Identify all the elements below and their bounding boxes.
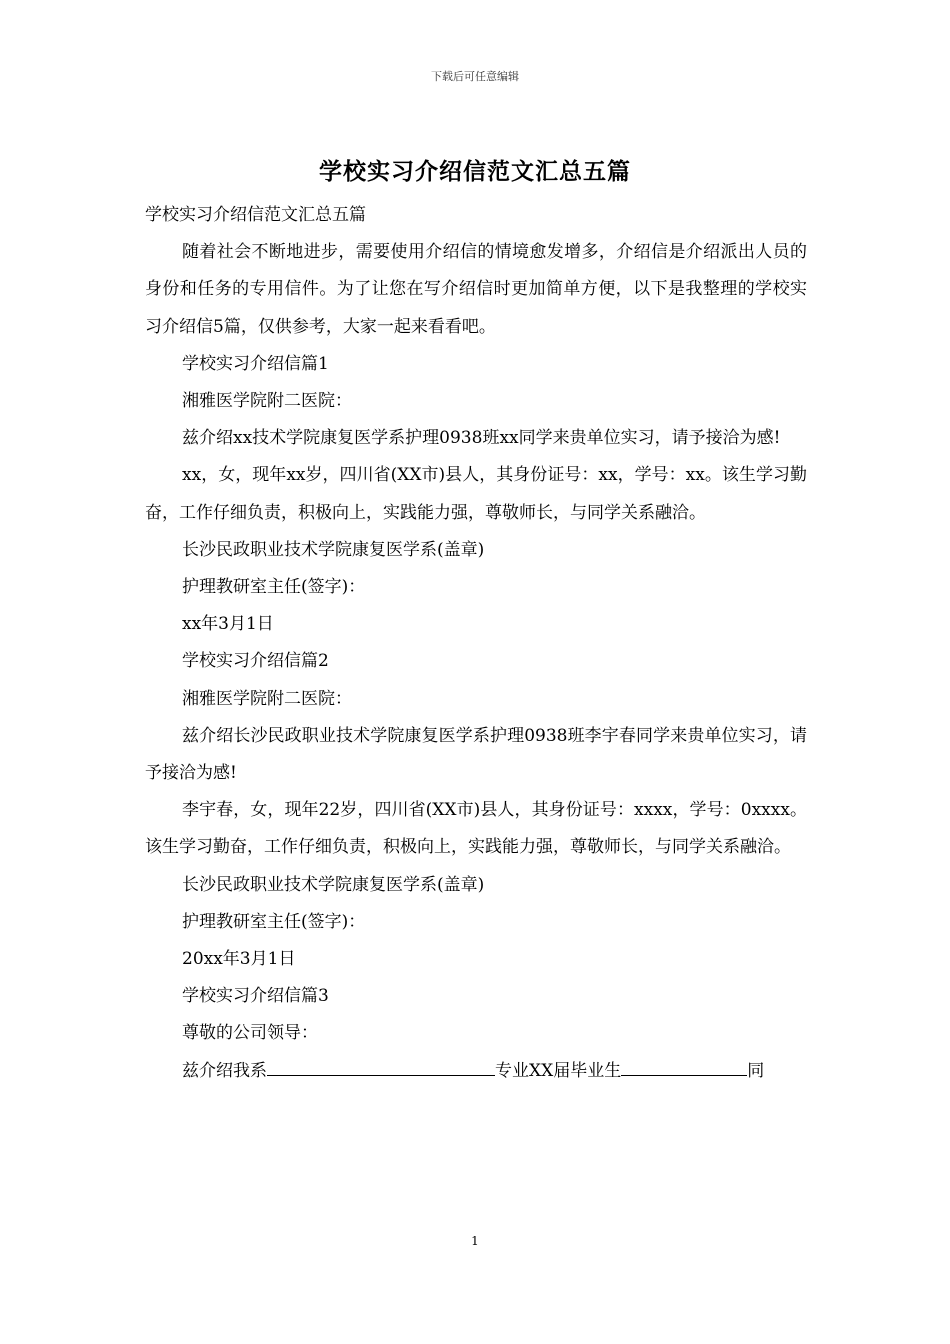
letter1-body-intro: 兹介绍xx技术学院康复医学系护理0938班xx同学来贵单位实习，请予接洽为感! (182, 428, 781, 449)
letter1-signer: 护理教研室主任(签字)： (182, 577, 366, 598)
page-number: 1 (471, 1234, 479, 1248)
intro-paragraph: 随着社会不断地进步，需要使用介绍信的情境愈发增多，介绍信是介绍派出人员的身份和任务的专用信件。为了让您在写介绍信时更加简单方便，以下是我整理的学校实习介绍信5篇，仅供参考，大家一起来看看吧。 (145, 242, 807, 337)
letter2-body-intro: 兹介绍长沙民政职业技术学院康复医学系护理0938班李宇春同学来贵单位实习，请予接洽为感! (145, 725, 807, 784)
letter2-heading: 学校实习介绍信篇2 (182, 651, 329, 672)
letter1-date: xx年3月1日 (182, 614, 274, 635)
letter3-body-intro (145, 1053, 807, 1090)
letter2-date: 20xx年3月1日 (182, 949, 296, 970)
letter3-body-prefix: 兹介绍我系 (182, 1060, 267, 1081)
document-subtitle: 学校实习介绍信范文汇总五篇 (145, 205, 366, 225)
letter2-body-details: 李宇春，女，现年22岁，四川省(XX市)县人，其身份证号：xxxx，学号：0xxxx。该生学习勤奋，工作仔细负责，积极向上，实践能力强，尊敬师长，与同学关系融洽。 (145, 800, 807, 858)
letter2-signer: 护理教研室主任(签字)： (182, 911, 366, 932)
letter1-heading: 学校实习介绍信篇1 (182, 353, 329, 374)
letter3-body-suffix: 同 (747, 1060, 765, 1081)
major-blank-field[interactable] (267, 1053, 495, 1076)
document-body (145, 197, 807, 1090)
page-header-note: 下载后可任意编辑 (431, 70, 519, 83)
letter2-issuer: 长沙民政职业技术学院康复医学系(盖章) (182, 874, 485, 895)
student-name-blank-field[interactable] (621, 1053, 747, 1076)
letter1-recipient: 湘雅医学院附二医院： (182, 391, 352, 412)
letter3-heading: 学校实习介绍信篇3 (182, 986, 329, 1007)
letter2-recipient: 湘雅医学院附二医院： (182, 688, 352, 709)
letter3-recipient: 尊敬的公司领导： (182, 1023, 318, 1044)
document-title: 学校实习介绍信范文汇总五篇 (319, 158, 631, 185)
letter3-body-middle: 专业XX届毕业生 (495, 1060, 622, 1081)
letter1-issuer: 长沙民政职业技术学院康复医学系(盖章) (182, 539, 485, 560)
letter1-body-details: xx，女，现年xx岁，四川省(XX市)县人，其身份证号：xx，学号：xx。该生学习勤奋，工作仔细负责，积极向上，实践能力强，尊敬师长，与同学关系融洽。 (145, 465, 807, 523)
